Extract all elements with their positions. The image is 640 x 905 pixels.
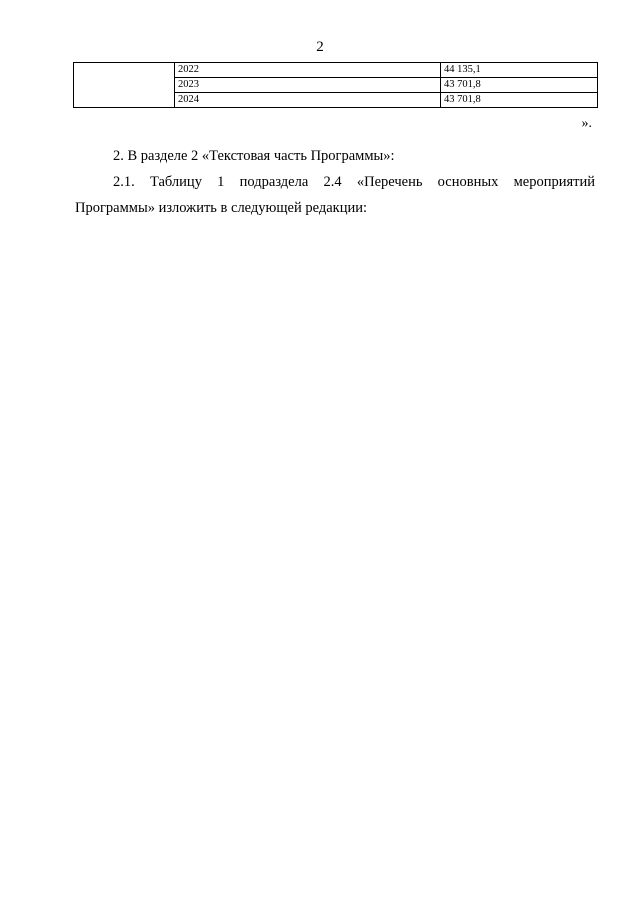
table-row [74, 63, 598, 78]
year-cell: 2022 [175, 63, 441, 78]
amount-cell: 43 701,8 [441, 78, 598, 93]
funding-table [73, 62, 598, 108]
paragraph-section-2: 2. В разделе 2 «Текстовая часть Программы»: [113, 147, 395, 164]
paragraph-table-1-instruction: 2.1. Таблицу 1 подраздела 2.4 «Перечень основных мероприятий Программы» изложить в следующей редакции: [75, 173, 595, 216]
merged-empty-cell [74, 63, 175, 108]
amount-cell: 44 135,1 [441, 63, 598, 78]
year-cell: 2023 [175, 78, 441, 93]
amount-cell: 43 701,8 [441, 93, 598, 108]
year-cell: 2024 [175, 93, 441, 108]
closing-quote-mark: ». [581, 116, 592, 131]
page-number: 2 [316, 39, 324, 55]
